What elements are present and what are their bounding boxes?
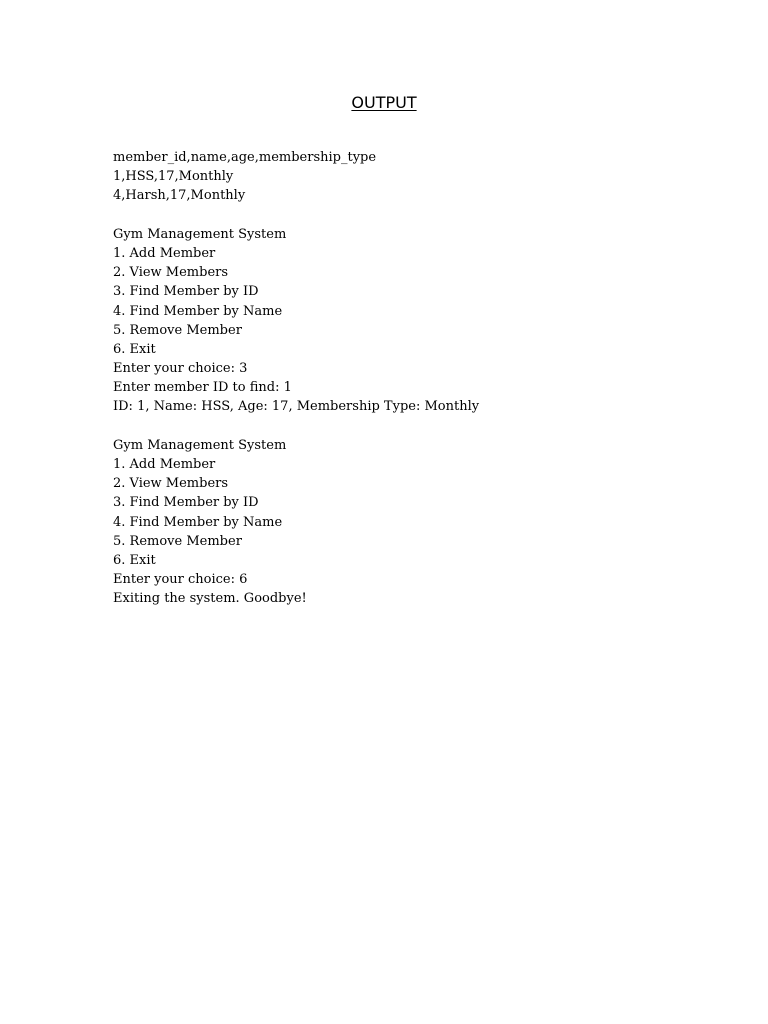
menu-item: 2. View Members (113, 476, 229, 492)
choice-prompt: Enter your choice: 6 (113, 572, 248, 588)
csv-header: member_id,name,age,membership_type (113, 150, 377, 165)
choice-prompt: Enter your choice: 3 (113, 361, 248, 377)
menu-item: 5. Remove Member (113, 322, 242, 338)
member-result: ID: 1, Name: HSS, Age: 17, Membership Type: Monthly (113, 399, 480, 415)
menu-item: 5. Remove Member (113, 533, 242, 549)
menu-item: 6. Exit (113, 341, 156, 357)
menu-title: Gym Management System (113, 226, 287, 242)
menu-item: 4. Find Member by Name (113, 514, 283, 530)
page-heading: OUTPUT (351, 93, 417, 112)
menu-item: 3. Find Member by ID (113, 495, 259, 511)
csv-row: 4,Harsh,17,Monthly (113, 188, 246, 204)
program-output (113, 148, 673, 609)
menu-item: 1. Add Member (113, 245, 216, 261)
blank-line (113, 206, 673, 225)
menu-item: 3. Find Member by ID (113, 284, 259, 300)
menu-item: 1. Add Member (113, 457, 216, 472)
blank-line (113, 417, 673, 436)
menu-item: 4. Find Member by Name (113, 303, 283, 319)
menu-item: 6. Exit (113, 552, 156, 568)
id-prompt: Enter member ID to find: 1 (113, 380, 292, 396)
menu-item: 2. View Members (113, 265, 229, 281)
exit-message: Exiting the system. Goodbye! (113, 591, 307, 607)
csv-row: 1,HSS,17,Monthly (113, 169, 234, 185)
menu-title: Gym Management System (113, 437, 287, 453)
